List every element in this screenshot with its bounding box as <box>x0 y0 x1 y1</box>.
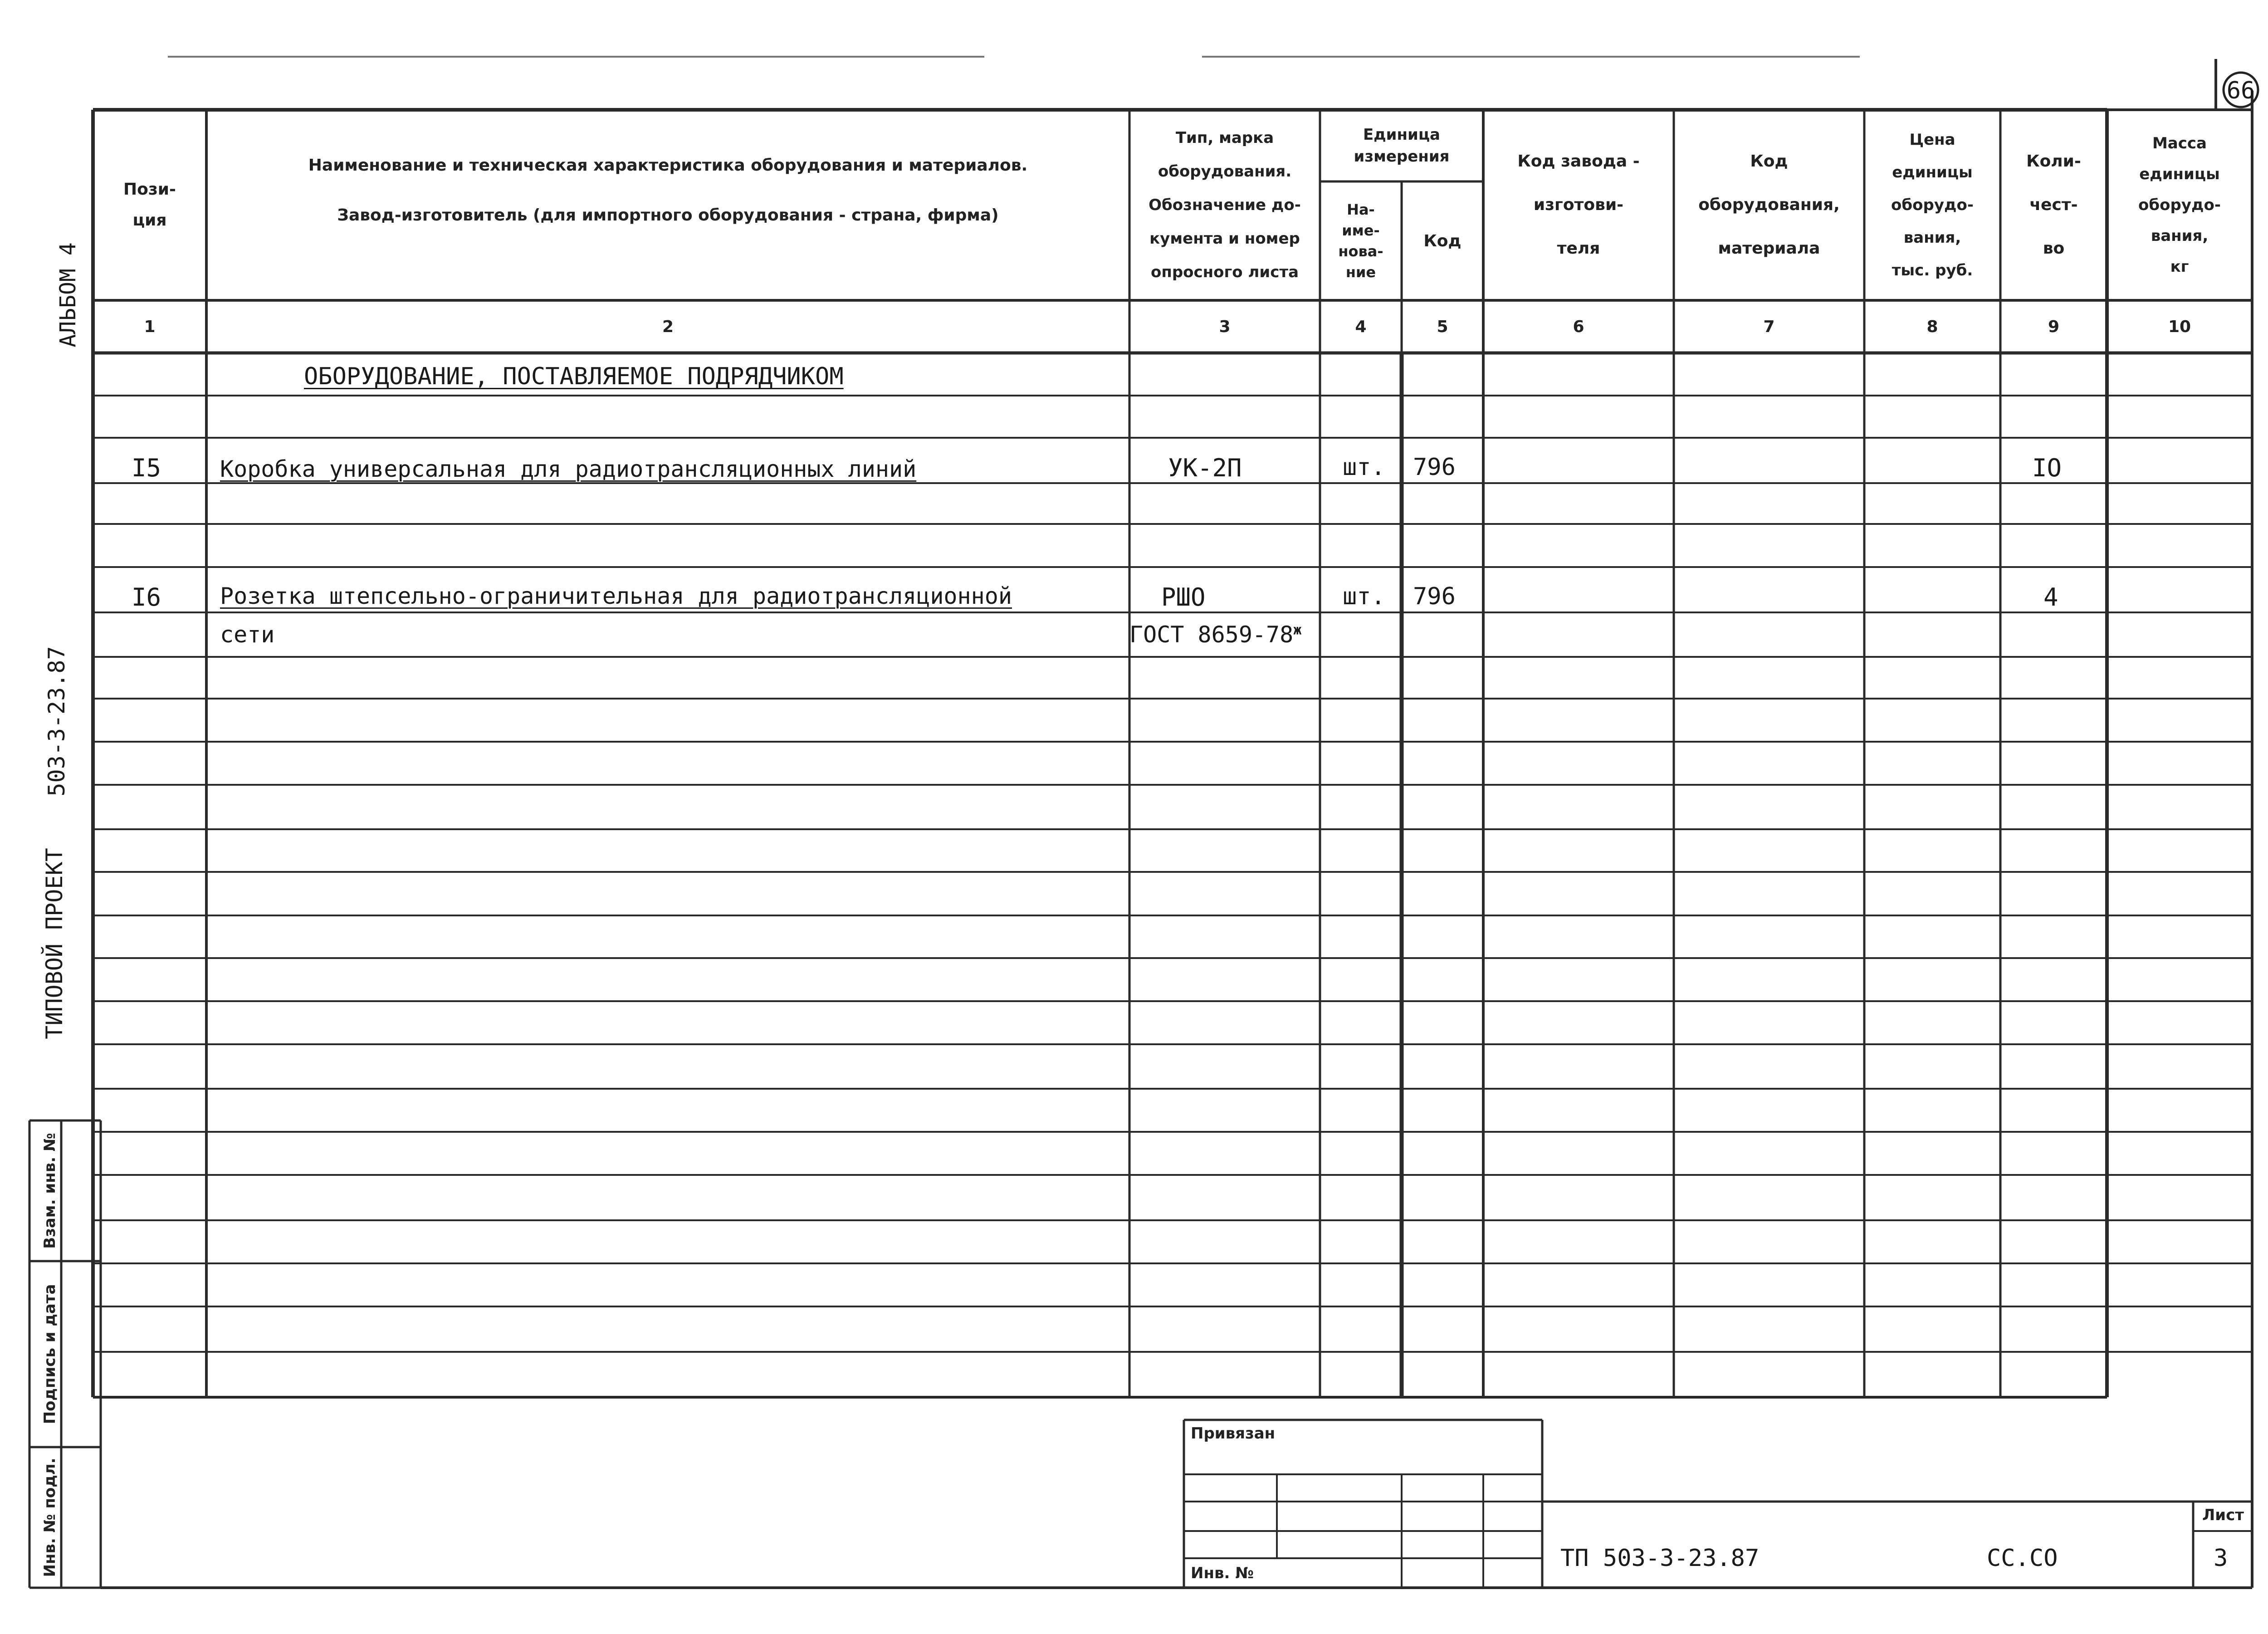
row-i6-name: Розетка штепсельно-ограничительная для радиотрансляционной <box>220 583 1012 609</box>
col-header-name <box>206 145 1129 236</box>
row-i5-quantity: IO <box>2032 454 2062 482</box>
row-i5-name: Коробка универсальная для радиотрансляционных линий <box>220 456 917 482</box>
col-number-5: 5 <box>1437 317 1448 336</box>
col-header-factory-code: Код завода - изготови- теля <box>1517 152 1640 258</box>
col-header-name-line2: Завод-изготовитель (для импортного оборудования - страна, фирма) <box>337 206 999 225</box>
col-header-equipment-code: Код оборудования, материала <box>1698 152 1840 258</box>
col-header-unit-code: Код <box>1423 231 1461 250</box>
col-number-9: 9 <box>2048 317 2060 336</box>
col-number-7: 7 <box>1763 317 1775 336</box>
row-i5-code: 796 <box>1413 454 1456 481</box>
col-number-4: 4 <box>1355 317 1367 336</box>
side-podpis-label: Подпись и дата <box>41 1284 59 1424</box>
page-number: 66 <box>2226 77 2255 104</box>
row-i6-type-cont <box>1129 621 1301 648</box>
col-number-1: 1 <box>144 317 156 336</box>
col-header-unit-name: На- име- нова- ние <box>1338 201 1383 281</box>
col-header-mass: Масса единицы оборудо- вания, кг <box>2138 134 2221 276</box>
col-header-quantity: Коли- чест- во <box>2026 152 2081 258</box>
col-header-name-line1: Наименование и техническая характеристика оборудования и материалов. <box>308 156 1028 175</box>
col-number-6: 6 <box>1573 317 1584 336</box>
row-i6-position: I6 <box>132 583 161 612</box>
inv-no-label: Инв. № <box>1191 1564 1254 1582</box>
col-number-8: 8 <box>1926 317 1938 336</box>
col-header-type: Тип, марка оборудования. Обозначение до- кумента и номер опросного листа <box>1149 129 1301 281</box>
side-inv-podl-label: Инв. № подл. <box>41 1458 59 1577</box>
sheet-number: 3 <box>2214 1545 2228 1572</box>
sheet-label: Лист <box>2202 1506 2244 1524</box>
row-i6-type: РШО <box>1161 583 1206 612</box>
side-album-label: АЛЬБОМ 4 <box>55 242 81 347</box>
side-project-code: 503-3-23.87 <box>44 646 70 797</box>
row-i6-code: 796 <box>1413 583 1456 610</box>
side-project-label: ТИПОВОЙ ПРОЕКТ <box>41 848 68 1039</box>
row-i6-gost-sup: ж <box>1293 622 1302 638</box>
doc-code: ТП 503-3-23.87 <box>1560 1545 1760 1572</box>
col-header-unit-group: Единица измерения <box>1354 126 1450 166</box>
row-i5-type: УК-2П <box>1168 454 1242 482</box>
col-header-price: Цена единицы оборудо- вания, тыс. руб. <box>1891 131 1974 279</box>
row-i6-unit: шт. <box>1343 583 1385 610</box>
col-number-10: 10 <box>2168 317 2191 336</box>
section-title: ОБОРУДОВАНИЕ, ПОСТАВЛЯЕМОЕ ПОДРЯДЧИКОМ <box>304 363 844 390</box>
row-i6-quantity: 4 <box>2043 583 2058 612</box>
col-number-2: 2 <box>662 317 674 336</box>
col-header-position: Пози- ция <box>123 180 176 230</box>
row-i6-name-cont: сети <box>220 621 275 648</box>
row-i6-gost: ГОСТ 8659-78 <box>1129 621 1294 648</box>
row-i5-position: I5 <box>132 454 161 482</box>
row-i5-unit: шт. <box>1343 454 1385 481</box>
privyazan-label: Привязан <box>1191 1424 1276 1443</box>
col-number-3: 3 <box>1219 317 1231 336</box>
side-vzam-label: Взам. инв. № <box>41 1133 59 1249</box>
doc-mark: СС.СО <box>1987 1545 2058 1572</box>
